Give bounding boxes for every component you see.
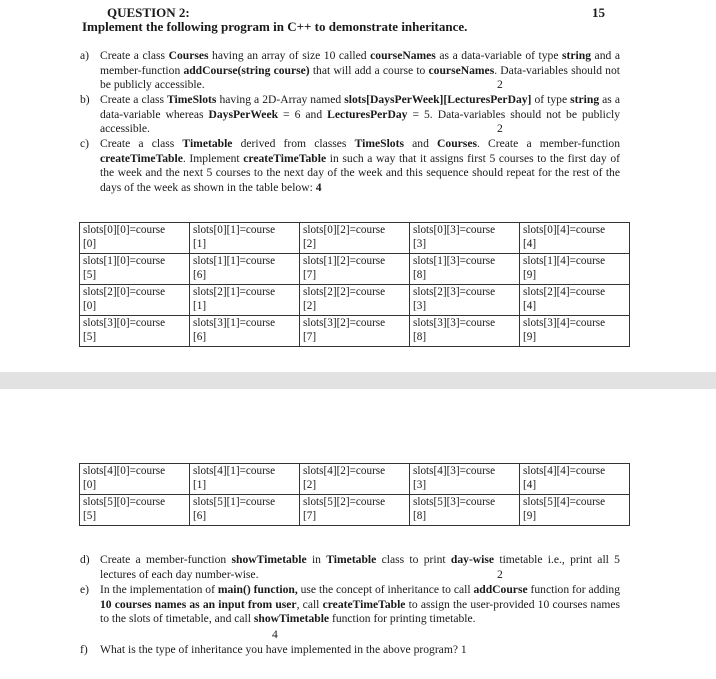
part-c-label: c) bbox=[80, 137, 90, 150]
part-a-label: a) bbox=[80, 49, 90, 62]
cell-course-index: [9] bbox=[523, 331, 537, 343]
table-row bbox=[80, 464, 630, 495]
table-row bbox=[80, 285, 630, 316]
cell-slot: slots[4][3]=course bbox=[413, 465, 496, 477]
table-cell bbox=[190, 316, 300, 347]
table-cell bbox=[410, 464, 520, 495]
cell-slot: slots[1][3]=course bbox=[413, 255, 496, 267]
cell-course-index: [8] bbox=[413, 331, 427, 343]
cell-course-index: [2] bbox=[303, 300, 317, 312]
cell-slot: slots[3][2]=course bbox=[303, 317, 386, 329]
cell-course-index: [5] bbox=[83, 510, 97, 522]
table-cell bbox=[520, 316, 630, 347]
table-row bbox=[80, 495, 630, 526]
cell-slot: slots[1][0]=course bbox=[83, 255, 166, 267]
table-cell bbox=[300, 495, 410, 526]
slots-table-1 bbox=[79, 222, 630, 347]
cell-course-index: [4] bbox=[523, 238, 537, 250]
cell-slot: slots[1][4]=course bbox=[523, 255, 606, 267]
cell-slot: slots[4][4]=course bbox=[523, 465, 606, 477]
cell-course-index: [3] bbox=[413, 238, 427, 250]
table-cell bbox=[300, 285, 410, 316]
cell-slot: slots[5][3]=course bbox=[413, 496, 496, 508]
table-cell bbox=[520, 464, 630, 495]
cell-slot: slots[5][1]=course bbox=[193, 496, 276, 508]
part-a-text: Create a class Courses having an array of size 10 called courseNames as a data-variable of type string and a member-function addCourse(string course) that will add a course to courseNames. Data-variables should not be publicly accessible. bbox=[100, 49, 620, 92]
cell-course-index: [6] bbox=[193, 510, 207, 522]
cell-slot: slots[3][4]=course bbox=[523, 317, 606, 329]
part-e-text: In the implementation of main() function, use the concept of inheritance to call addCourse function for adding 10 courses names as an input from user, call createTimeTable to assign the user-provided 10 courses names to the slots of timetable, and call showTimetable function for printing timetable. bbox=[100, 583, 621, 626]
cell-slot: slots[0][1]=course bbox=[193, 224, 276, 236]
cell-slot: slots[2][4]=course bbox=[523, 286, 606, 298]
cell-course-index: [0] bbox=[83, 238, 97, 250]
cell-course-index: [3] bbox=[413, 479, 427, 491]
cell-course-index: [2] bbox=[303, 238, 317, 250]
cell-slot: slots[0][2]=course bbox=[303, 224, 386, 236]
cell-course-index: [7] bbox=[303, 510, 317, 522]
cell-slot: slots[0][3]=course bbox=[413, 224, 496, 236]
table-cell bbox=[410, 316, 520, 347]
table-cell bbox=[300, 464, 410, 495]
cell-course-index: [1] bbox=[193, 479, 207, 491]
cell-course-index: [0] bbox=[83, 479, 97, 491]
table-cell bbox=[190, 285, 300, 316]
question-title: QUESTION 2: bbox=[107, 5, 190, 20]
table-cell bbox=[520, 285, 630, 316]
cell-course-index: [4] bbox=[523, 479, 537, 491]
table-row bbox=[80, 223, 630, 254]
cell-slot: slots[4][0]=course bbox=[83, 465, 166, 477]
cell-course-index: [8] bbox=[413, 269, 427, 281]
table-cell bbox=[300, 254, 410, 285]
cell-slot: slots[1][2]=course bbox=[303, 255, 386, 267]
question-marks: 15 bbox=[592, 5, 605, 20]
part-a bbox=[80, 49, 620, 93]
cell-slot: slots[2][1]=course bbox=[193, 286, 276, 298]
table-cell bbox=[520, 223, 630, 254]
table-cell bbox=[410, 254, 520, 285]
cell-slot: slots[2][2]=course bbox=[303, 286, 386, 298]
table-cell bbox=[80, 285, 190, 316]
cell-course-index: [1] bbox=[193, 238, 207, 250]
cell-course-index: [3] bbox=[413, 300, 427, 312]
cell-course-index: [6] bbox=[193, 269, 207, 281]
table-cell bbox=[80, 254, 190, 285]
table-row bbox=[80, 254, 630, 285]
table-cell bbox=[410, 285, 520, 316]
table-cell bbox=[80, 464, 190, 495]
cell-slot: slots[5][2]=course bbox=[303, 496, 386, 508]
table-cell bbox=[410, 495, 520, 526]
part-f-label: f) bbox=[80, 643, 88, 656]
cell-course-index: [8] bbox=[413, 510, 427, 522]
part-f-text: What is the type of inheritance you have implemented in the above program? 1 bbox=[100, 643, 467, 656]
table-cell bbox=[300, 316, 410, 347]
part-c-text: Create a class Timetable derived from classes TimeSlots and Courses. Create a member-function createTimeTable. Implement createTimeTable in such a way that it assigns first 5 courses to the first day of the week and the next 5 courses to the next day of the week and this sequence should repeat for the rest of the days of the week as shown in the table below: 4 bbox=[100, 137, 621, 194]
cell-slot: slots[3][1]=course bbox=[193, 317, 276, 329]
part-e-label: e) bbox=[80, 583, 90, 596]
part-a-marks: 2 bbox=[497, 78, 503, 91]
table-cell bbox=[410, 223, 520, 254]
part-e bbox=[80, 583, 620, 643]
cell-course-index: [5] bbox=[83, 331, 97, 343]
part-b-marks: 2 bbox=[497, 122, 503, 135]
table-cell bbox=[190, 464, 300, 495]
cell-course-index: [7] bbox=[303, 331, 317, 343]
table-cell bbox=[300, 223, 410, 254]
question-instruction: Implement the following program in C++ to demonstrate inheritance. bbox=[82, 19, 468, 34]
cell-slot: slots[2][0]=course bbox=[83, 286, 166, 298]
cell-course-index: [1] bbox=[193, 300, 207, 312]
part-c bbox=[80, 137, 620, 197]
cell-course-index: [2] bbox=[303, 479, 317, 491]
table-cell bbox=[80, 223, 190, 254]
page-separator bbox=[0, 372, 716, 389]
part-b-text: Create a class TimeSlots having a 2D-Array named slots[DaysPerWeek][LecturesPerDay] of type string as a data-variable whereas DaysPerWeek = 6 and LecturesPerDay = 5. Data-variables should not be publicly accessible. bbox=[100, 93, 620, 136]
cell-slot: slots[5][4]=course bbox=[523, 496, 606, 508]
table-row bbox=[80, 316, 630, 347]
part-d-text: Create a member-function showTimetable in Timetable class to print day-wise timetable i.e., print all 5 lectures of each day number-wise. bbox=[100, 553, 620, 581]
cell-course-index: [9] bbox=[523, 510, 537, 522]
part-d bbox=[80, 553, 620, 583]
part-b bbox=[80, 93, 620, 137]
part-d-label: d) bbox=[80, 553, 90, 566]
cell-slot: slots[4][1]=course bbox=[193, 465, 276, 477]
document-page-2 bbox=[0, 389, 716, 679]
cell-slot: slots[1][1]=course bbox=[193, 255, 276, 267]
table-cell bbox=[520, 495, 630, 526]
cell-course-index: [7] bbox=[303, 269, 317, 281]
table-cell bbox=[190, 254, 300, 285]
table-cell bbox=[190, 495, 300, 526]
cell-slot: slots[2][3]=course bbox=[413, 286, 496, 298]
table-cell bbox=[80, 495, 190, 526]
cell-slot: slots[3][3]=course bbox=[413, 317, 496, 329]
cell-slot: slots[0][4]=course bbox=[523, 224, 606, 236]
cell-slot: slots[5][0]=course bbox=[83, 496, 166, 508]
cell-course-index: [0] bbox=[83, 300, 97, 312]
cell-slot: slots[4][2]=course bbox=[303, 465, 386, 477]
cell-course-index: [9] bbox=[523, 269, 537, 281]
part-e-marks: 4 bbox=[272, 628, 278, 641]
part-b-label: b) bbox=[80, 93, 90, 106]
part-d-marks: 2 bbox=[497, 568, 503, 581]
cell-course-index: [4] bbox=[523, 300, 537, 312]
cell-course-index: [5] bbox=[83, 269, 97, 281]
table-cell bbox=[80, 316, 190, 347]
slots-table-2 bbox=[79, 463, 630, 526]
table-cell bbox=[190, 223, 300, 254]
cell-course-index: [6] bbox=[193, 331, 207, 343]
table-cell bbox=[520, 254, 630, 285]
cell-slot: slots[0][0]=course bbox=[83, 224, 166, 236]
part-f bbox=[80, 643, 620, 659]
cell-slot: slots[3][0]=course bbox=[83, 317, 166, 329]
